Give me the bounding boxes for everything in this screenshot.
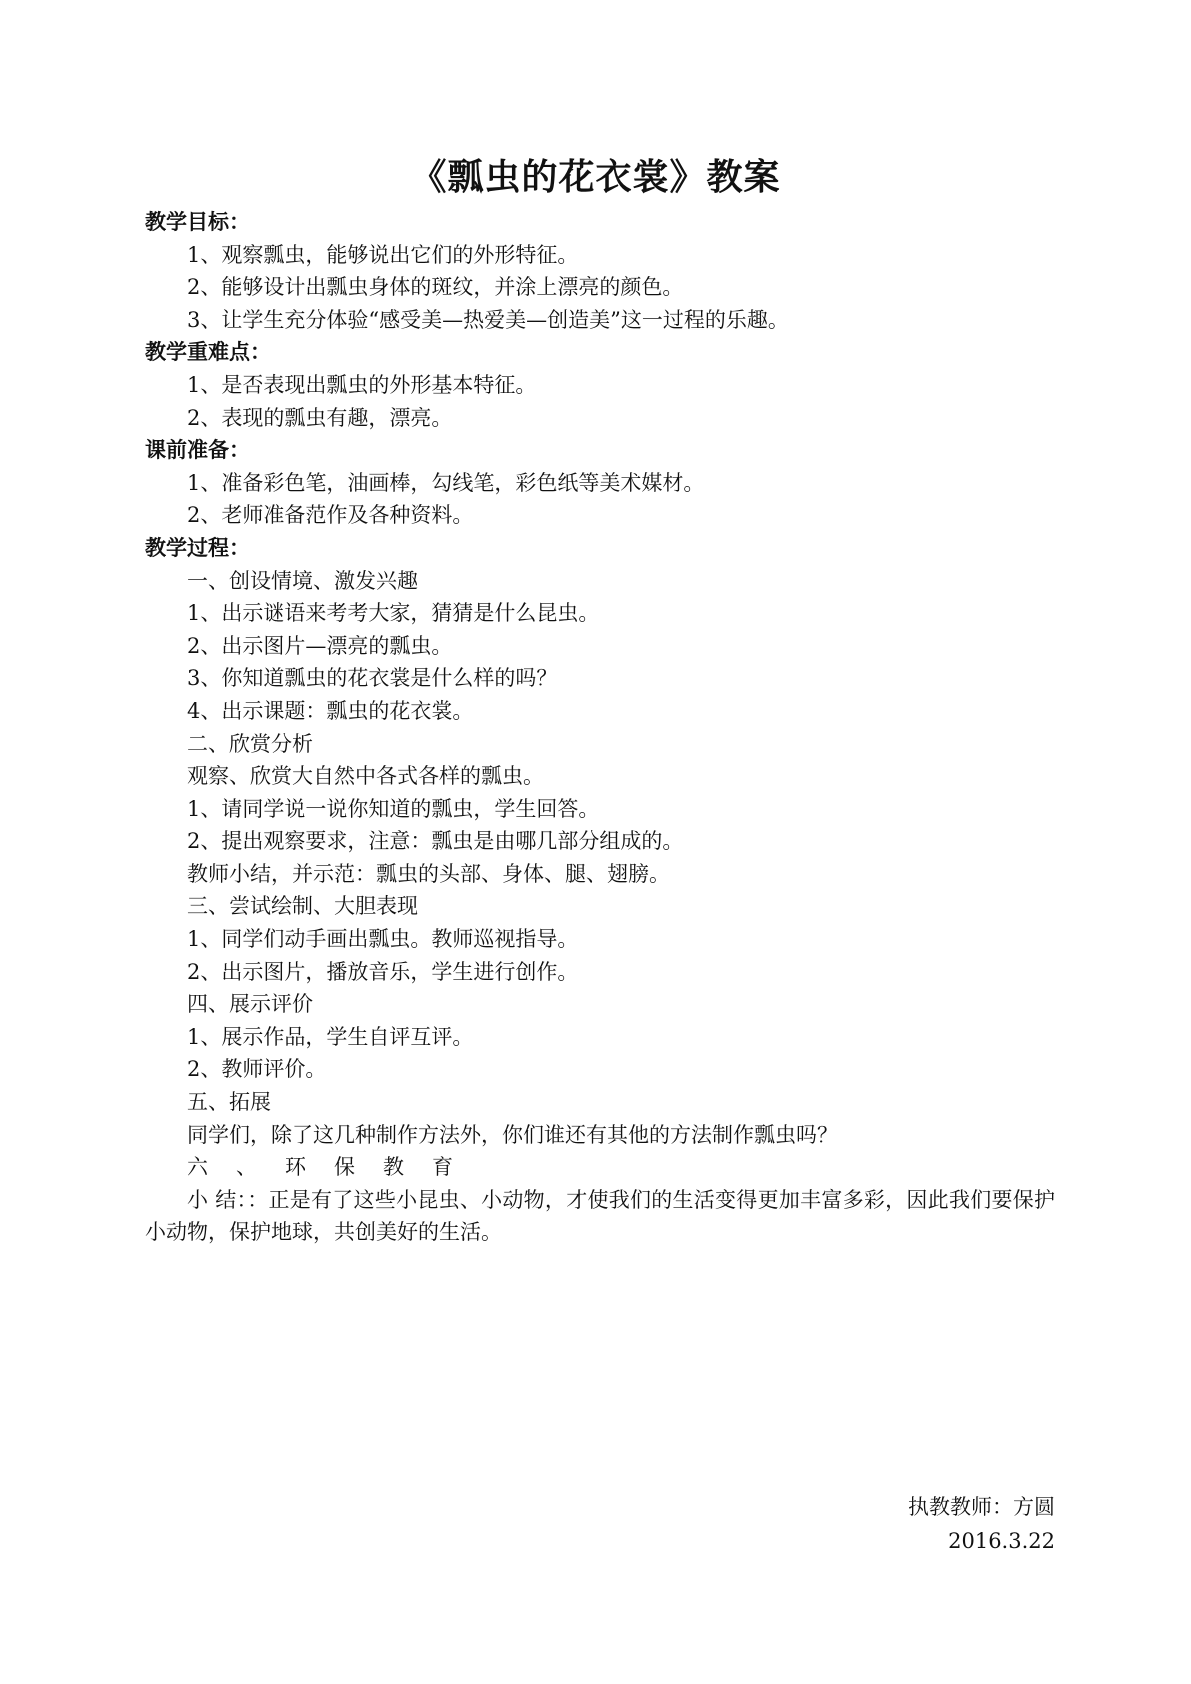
preparation-heading: 课前准备：	[145, 438, 250, 463]
process-step: 4、出示课题：瓢虫的花衣裳。	[187, 698, 474, 723]
process-step: 2、提出观察要求，注意：瓢虫是由哪几部分组成的。	[187, 829, 684, 854]
process-section-title: 四、展示评价	[187, 992, 313, 1017]
process-step: 1、展示作品，学生自评互评。	[187, 1024, 474, 1049]
goal-item: 3、让学生充分体验“感受美—热爱美—创造美”这一过程的乐趣。	[187, 307, 789, 332]
process-step: 3、你知道瓢虫的花衣裳是什么样的吗？	[187, 666, 558, 691]
goal-item: 2、能够设计出瓢虫身体的斑纹，并涂上漂亮的颜色。	[187, 275, 684, 300]
process-step: 2、出示图片—漂亮的瓢虫。	[187, 633, 453, 658]
process-step: 1、请同学说一说你知道的瓢虫，学生回答。	[187, 796, 600, 821]
summary-paragraph: 小 结：：正是有了这些小昆虫、小动物，才使我们的生活变得更加丰富多彩，因此我们要保护小动物，保护地球，共创美好的生活。	[145, 1187, 1055, 1245]
goal-item: 1、观察瓢虫，能够说出它们的外形特征。	[187, 242, 579, 267]
process-step: 1、出示谜语来考考大家，猜猜是什么昆虫。	[187, 601, 600, 626]
preparation-item: 1、准备彩色笔，油画棒，勾线笔，彩色纸等美术媒材。	[187, 470, 705, 495]
environment-education-title: 六、环保教育	[187, 1155, 481, 1180]
keypoints-heading: 教学重难点：	[145, 340, 271, 365]
process-section-title: 一、创设情境、激发兴趣	[187, 568, 418, 593]
process-heading: 教学过程：	[145, 535, 250, 560]
page-title: 《瓢虫的花衣裳》教案	[410, 157, 781, 198]
process-section-title: 五、拓展	[187, 1090, 271, 1115]
process-step: 1、同学们动手画出瓢虫。教师巡视指导。	[187, 927, 579, 952]
process-step: 同学们，除了这几种制作方法外，你们谁还有其他的方法制作瓢虫吗？	[187, 1122, 838, 1147]
process-step: 2、出示图片，播放音乐，学生进行创作。	[187, 959, 579, 984]
teacher-name: 执教教师：方圆	[908, 1495, 1055, 1519]
process-section-title: 二、欣赏分析	[187, 731, 313, 756]
preparation-item: 2、老师准备范作及各种资料。	[187, 503, 474, 528]
keypoint-item: 1、是否表现出瓢虫的外形基本特征。	[187, 372, 537, 397]
lesson-plan-body	[145, 206, 1055, 1249]
goals-heading: 教学目标：	[145, 210, 250, 234]
process-step: 教师小结，并示范：瓢虫的头部、身体、腿、翅膀。	[187, 861, 670, 886]
keypoint-item: 2、表现的瓢虫有趣，漂亮。	[187, 405, 453, 430]
process-step: 观察、欣赏大自然中各式各样的瓢虫。	[187, 764, 544, 789]
signature-block	[908, 1490, 1055, 1558]
process-step: 2、教师评价。	[187, 1057, 327, 1082]
lesson-date: 2016.3.22	[948, 1529, 1055, 1553]
process-section-title: 三、尝试绘制、大胆表现	[187, 894, 418, 919]
